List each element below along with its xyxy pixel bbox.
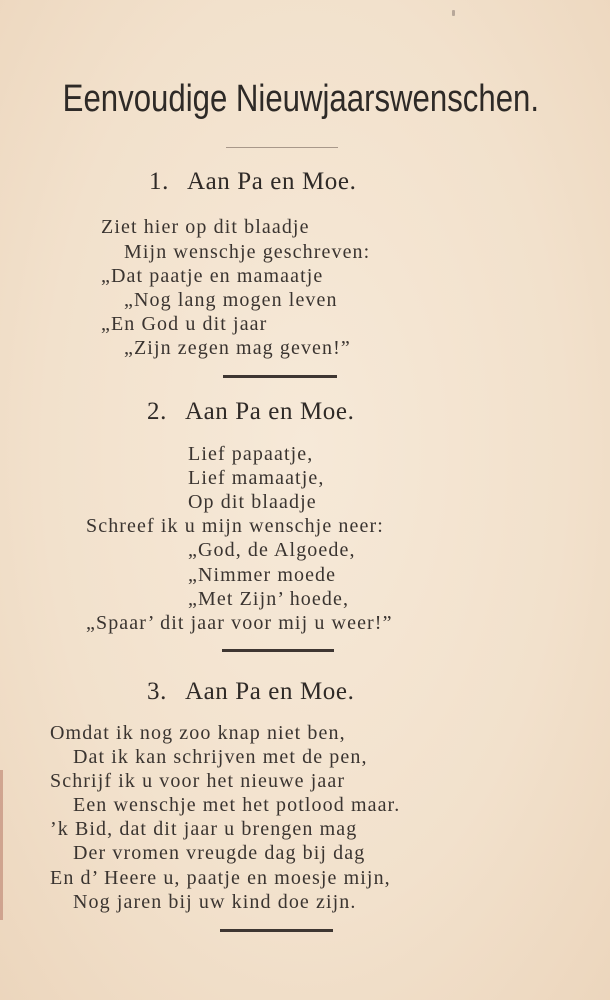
verse-line: Der vromen vreugde dag bij dag: [73, 842, 366, 864]
section-number: 2.: [147, 398, 167, 425]
title-divider: [226, 147, 338, 148]
section-title: Aan Pa en Moe.: [186, 168, 357, 195]
verse-line: „En God u dit jaar: [101, 313, 268, 335]
section-title: Aan Pa en Moe.: [184, 398, 355, 425]
verse-line: En d’ Heere u, paatje en moesje mijn,: [50, 867, 391, 889]
section-heading: [149, 168, 356, 196]
section-heading: [147, 398, 354, 426]
verse-line: Schreef ik u mijn wenschje neer:: [86, 515, 384, 537]
section-divider: [223, 375, 337, 378]
verse-line: „Spaar’ dit jaar voor mij u weer!”: [86, 612, 393, 634]
section-divider: [222, 649, 334, 652]
verse-line: Mijn wenschje geschreven:: [124, 241, 371, 263]
verse-line: Ziet hier op dit blaadje: [101, 216, 310, 238]
paper-speck: [452, 10, 455, 16]
verse-line: Lief papaatje,: [188, 443, 314, 465]
verse-line: „Nog lang mogen leven: [124, 289, 338, 311]
section-title: Aan Pa en Moe.: [184, 678, 355, 705]
verse-line: Een wenschje met het potlood maar.: [73, 794, 401, 816]
verse-line: ’k Bid, dat dit jaar u brengen mag: [50, 818, 358, 840]
verse-line: „Zijn zegen mag geven!”: [124, 337, 351, 359]
verse-line: Lief mamaatje,: [188, 467, 325, 489]
verse-line: Schrijf ik u voor het nieuwe jaar: [50, 770, 346, 792]
verse-line: „Dat paatje en mamaatje: [101, 265, 324, 287]
section-number: 3.: [147, 678, 167, 705]
verse-line: Dat ik kan schrijven met de pen,: [73, 746, 368, 768]
verse-line: „Nimmer moede: [188, 564, 337, 586]
paper-edge-stain: [0, 770, 3, 920]
verse-line: „Met Zijn’ hoede,: [188, 588, 350, 610]
verse-line: Omdat ik nog zoo knap niet ben,: [50, 722, 346, 744]
verse-line: Nog jaren bij uw kind doe zijn.: [73, 891, 357, 913]
section-heading: [147, 678, 354, 706]
verse-line: Op dit blaadje: [188, 491, 317, 513]
section-number: 1.: [149, 168, 169, 195]
section-divider: [220, 929, 333, 932]
page-title: Eenvoudige Nieuwjaarswenschen.: [62, 78, 540, 120]
verse-line: „God, de Algoede,: [188, 539, 356, 561]
